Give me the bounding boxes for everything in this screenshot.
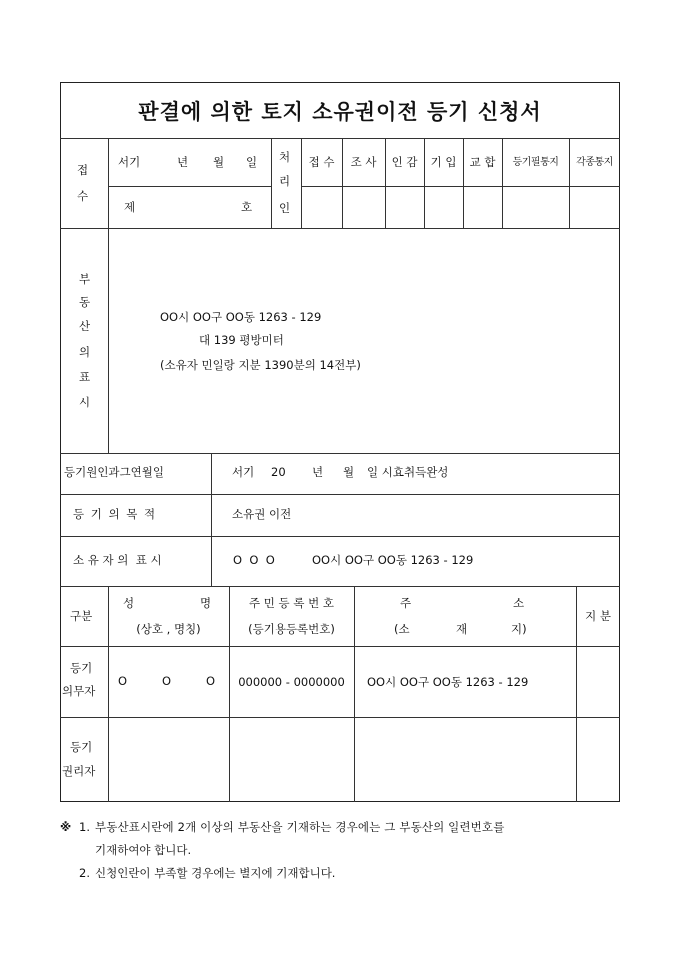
header-name: 성 (123, 596, 135, 610)
property-owner-share: (소유자 민일랑 지분 1390분의 14전부) (160, 358, 361, 372)
divider (424, 138, 425, 228)
divider (60, 494, 620, 495)
cause-year: 20 (271, 465, 286, 479)
cause-era: 서기 (232, 465, 255, 479)
note-text: 기재하여야 합니다. (95, 843, 192, 857)
row-name: O (162, 674, 172, 688)
property-label: 부 (79, 272, 91, 286)
property-area: 대 139 평방미터 (199, 333, 284, 347)
receipt-label: 수 (77, 189, 89, 203)
property-label: 시 (79, 395, 91, 409)
note-text: 부동산표시란에 2개 이상의 부동산을 기재하는 경우에는 그 부동산의 일련번호를 (95, 820, 505, 834)
divider (60, 586, 620, 587)
row-category: 의무자 (62, 684, 96, 698)
receipt-no-suffix: 호 (241, 200, 253, 214)
cause-year-unit: 년 (312, 465, 324, 479)
row-category: 등기 (70, 661, 93, 675)
note-mark: ※ (60, 820, 72, 834)
header-address-sub: 지) (511, 622, 527, 636)
application-form (60, 82, 620, 802)
note-text: 신청인란이 부족할 경우에는 별지에 기재합니다. (95, 866, 336, 880)
owner-label: 소 유 자 의 표 시 (73, 553, 162, 567)
header-share: 지 분 (585, 609, 611, 623)
receipt-column: 기 입 (430, 155, 457, 169)
divider (229, 586, 230, 802)
row-address: OO시 OO구 OO동 1263 - 129 (367, 675, 529, 689)
receipt-date-day: 일 (246, 155, 258, 169)
property-address: OO시 OO구 OO동 1263 - 129 (160, 310, 322, 324)
property-label: 동 (79, 295, 91, 309)
row-name: O (206, 674, 216, 688)
receipt-column: 교 합 (469, 155, 496, 169)
divider (569, 138, 570, 228)
row-name: O (118, 674, 128, 688)
owner-name: O O O (233, 553, 275, 567)
header-address: 소 (513, 596, 525, 610)
divider (60, 228, 620, 229)
receipt-column: 조 사 (350, 155, 377, 169)
header-name-sub: (상호 , 명칭) (136, 622, 201, 636)
divider (271, 138, 272, 228)
note-number: 2. (79, 866, 90, 880)
divider (354, 586, 355, 802)
divider (108, 586, 109, 802)
header-category: 구분 (70, 609, 93, 623)
receipt-date-year: 년 (177, 155, 189, 169)
divider (60, 453, 620, 454)
property-label: 의 (79, 345, 91, 359)
divider (301, 138, 302, 228)
cause-month-unit: 월 (343, 465, 355, 479)
receipt-column: 인 감 (391, 155, 418, 169)
header-address-sub: (소 (394, 622, 410, 636)
receipt-label: 접 (77, 163, 89, 177)
form-title: 판결에 의한 토지 소유권이전 등기 신청서 (138, 99, 542, 124)
divider (502, 138, 503, 228)
property-label: 산 (79, 319, 91, 333)
process-label: 리 (279, 174, 291, 188)
receipt-date-month: 월 (213, 155, 225, 169)
divider (60, 138, 620, 139)
divider (108, 138, 109, 228)
property-label: 표 (79, 370, 91, 384)
owner-address: OO시 OO구 OO동 1263 - 129 (312, 553, 474, 567)
header-idnum-sub: (등기용등록번호) (248, 622, 335, 636)
header-address-sub: 재 (456, 622, 468, 636)
divider (60, 646, 620, 647)
header-address: 주 (400, 596, 412, 610)
divider (301, 186, 620, 187)
cause-day-reason: 일 시효취득완성 (367, 465, 449, 479)
divider (463, 138, 464, 228)
row-category: 권리자 (62, 764, 96, 778)
divider (60, 536, 620, 537)
divider (211, 453, 212, 586)
receipt-no-label: 제 (124, 200, 136, 214)
row-idnum: 000000 - 0000000 (238, 675, 345, 689)
receipt-column: 각종통지 (576, 157, 613, 168)
note-number: 1. (79, 820, 90, 834)
receipt-date-era: 서기 (118, 155, 141, 169)
purpose-label: 등 기 의 목 적 (73, 507, 156, 521)
process-label: 처 (279, 150, 291, 164)
divider (108, 228, 109, 453)
divider (108, 186, 271, 187)
process-label: 인 (279, 201, 291, 215)
receipt-column: 접 수 (308, 155, 335, 169)
divider (385, 138, 386, 228)
receipt-column: 등기필통지 (512, 157, 559, 168)
cause-label: 등기원인과그연월일 (64, 465, 164, 479)
row-category: 등기 (70, 740, 93, 754)
divider (60, 717, 620, 718)
divider (342, 138, 343, 228)
header-name: 명 (200, 596, 212, 610)
header-idnum: 주 민 등 록 번 호 (249, 596, 334, 610)
purpose-value: 소유권 이전 (232, 507, 292, 521)
